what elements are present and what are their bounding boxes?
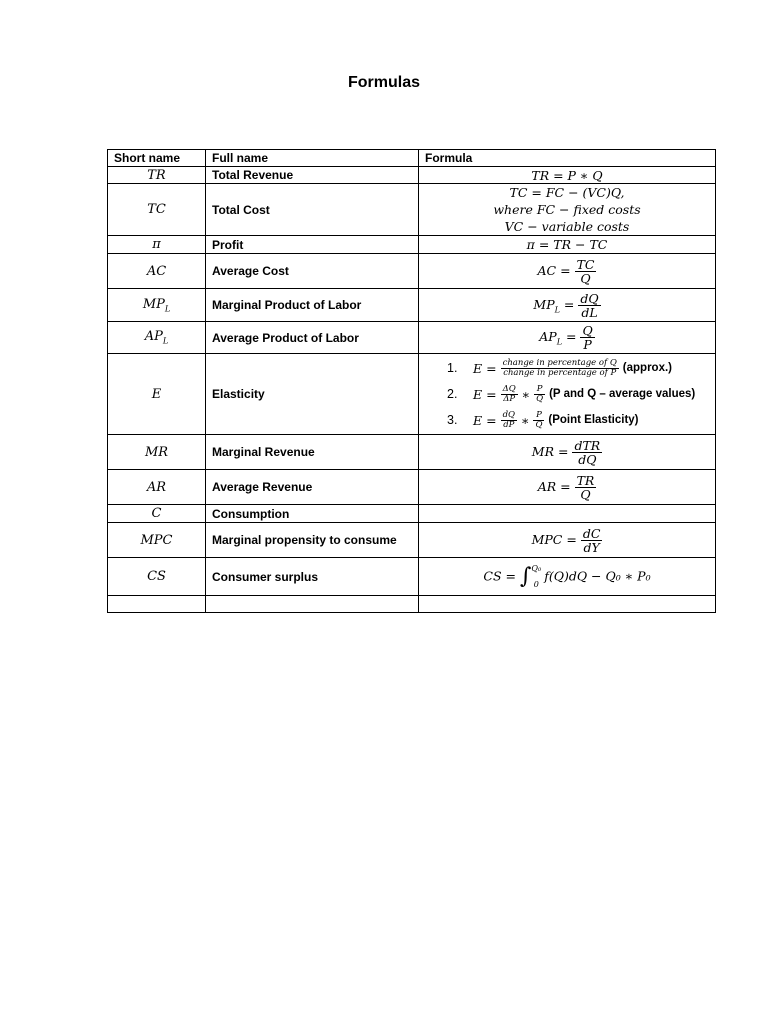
empty-cell bbox=[108, 596, 206, 613]
formula-line: VC − variable costs bbox=[504, 219, 630, 234]
formula-lhs: MP bbox=[533, 296, 555, 312]
page-title: Formulas bbox=[347, 74, 420, 91]
formula: π = TR − TC bbox=[419, 236, 716, 254]
full-name: Consumption bbox=[206, 505, 419, 523]
formula: $AP_L$ = $\frac{Q}{P}$ bbox=[419, 322, 716, 354]
short-name: CS bbox=[108, 558, 206, 596]
fraction bbox=[501, 359, 619, 378]
fraction bbox=[501, 411, 517, 430]
formula bbox=[419, 558, 716, 596]
full-name: Average Cost bbox=[206, 254, 419, 289]
denominator: Q bbox=[536, 393, 544, 404]
formula-note: (approx.) bbox=[622, 362, 672, 374]
formula-lhs-sub: L bbox=[556, 337, 563, 347]
item-number: 3. bbox=[447, 413, 458, 427]
item-number: 2. bbox=[447, 387, 458, 401]
numerator: Q bbox=[582, 323, 593, 338]
fraction bbox=[533, 411, 544, 430]
short-name bbox=[108, 289, 206, 322]
numerator: P bbox=[533, 411, 544, 421]
denominator: Q bbox=[580, 486, 591, 502]
integral-sign: ∫ bbox=[519, 564, 532, 589]
short-name-base: MP bbox=[142, 296, 165, 312]
numerator: dQ bbox=[580, 290, 599, 306]
fraction bbox=[534, 385, 545, 404]
formula-note: (P and Q – average values) bbox=[549, 388, 696, 400]
short-name: E bbox=[108, 354, 206, 435]
numerator: P bbox=[534, 385, 545, 395]
fraction bbox=[580, 324, 594, 351]
denominator: change in percentage of P bbox=[503, 367, 617, 378]
short-name: TR bbox=[108, 167, 206, 184]
table-row bbox=[108, 322, 716, 354]
header-short-name: Short name bbox=[108, 150, 206, 167]
table-row bbox=[108, 354, 716, 435]
formula bbox=[419, 505, 716, 523]
item-number: 1. bbox=[447, 361, 458, 375]
full-name: Marginal Product of Labor bbox=[206, 289, 419, 322]
formula-lhs: AP bbox=[539, 329, 557, 344]
table-row bbox=[108, 435, 716, 470]
full-name: Marginal propensity to consume bbox=[206, 523, 419, 558]
fraction bbox=[581, 527, 603, 554]
formula-lhs: MR = bbox=[531, 443, 569, 459]
short-name-base: AP bbox=[144, 329, 163, 345]
formulas-table bbox=[107, 149, 716, 613]
list-item bbox=[425, 407, 709, 433]
denominator: Q bbox=[580, 270, 591, 286]
numerator: TR bbox=[576, 472, 595, 488]
table-row bbox=[108, 558, 716, 596]
integral-upper: Q₀ bbox=[531, 563, 542, 573]
full-name: Marginal Revenue bbox=[206, 435, 419, 470]
numerator: dC bbox=[582, 525, 601, 541]
numerator: dTR bbox=[574, 437, 601, 453]
short-name-sub: L bbox=[162, 336, 169, 346]
operator: ∗ bbox=[521, 386, 531, 402]
table-row bbox=[108, 289, 716, 322]
fraction bbox=[501, 385, 518, 404]
full-name: Consumer surplus bbox=[206, 558, 419, 596]
elasticity-list bbox=[425, 355, 709, 433]
short-name: AR bbox=[108, 470, 206, 505]
list-item bbox=[425, 355, 709, 381]
short-name bbox=[108, 322, 206, 354]
list-item bbox=[425, 381, 709, 407]
full-name: Profit bbox=[206, 236, 419, 254]
full-name: Average Product of Labor bbox=[206, 322, 419, 354]
table-row bbox=[108, 505, 716, 523]
numerator: TC bbox=[576, 256, 595, 272]
table-row bbox=[108, 184, 716, 236]
short-name: π bbox=[108, 236, 206, 254]
formula-lhs: E = bbox=[473, 386, 497, 402]
full-name: Total Cost bbox=[206, 184, 419, 236]
formula-lhs: MPC = bbox=[531, 531, 577, 547]
header-full-name: Full name bbox=[206, 150, 419, 167]
fraction bbox=[578, 292, 600, 319]
formula-lhs: AC = bbox=[537, 262, 571, 278]
full-name: Total Revenue bbox=[206, 167, 419, 184]
short-name: MPC bbox=[108, 523, 206, 558]
formula-note: (Point Elasticity) bbox=[548, 414, 639, 426]
fraction bbox=[572, 439, 602, 466]
empty-cell bbox=[419, 596, 716, 613]
formula-lhs: CS = bbox=[483, 568, 516, 583]
formula-lhs: E = bbox=[473, 360, 497, 376]
formula-lhs: AR = bbox=[537, 478, 571, 494]
integral-lower: 0 bbox=[533, 579, 539, 589]
full-name: Elasticity bbox=[206, 354, 419, 435]
denominator: Q bbox=[535, 419, 543, 430]
operator: ∗ bbox=[520, 412, 530, 428]
formula-line: where FC − fixed costs bbox=[493, 202, 641, 217]
formula-lhs: E = bbox=[473, 412, 497, 428]
fraction bbox=[575, 258, 597, 285]
table-row bbox=[108, 254, 716, 289]
formula bbox=[419, 470, 716, 505]
numerator: change in percentage of Q bbox=[502, 357, 617, 368]
denominator: dL bbox=[581, 304, 598, 320]
table-row bbox=[108, 236, 716, 254]
empty-cell bbox=[206, 596, 419, 613]
formula bbox=[419, 184, 716, 236]
short-name-sub: L bbox=[164, 304, 171, 314]
denominator: dQ bbox=[578, 451, 597, 467]
short-name: MR bbox=[108, 435, 206, 470]
formula: $MP_L$ = $\frac{dQ}{dL}$ bbox=[419, 289, 716, 322]
short-name: TC bbox=[108, 184, 206, 236]
formula bbox=[419, 254, 716, 289]
formula bbox=[419, 354, 716, 435]
header-formula: Formula bbox=[419, 150, 716, 167]
formula-line: TC = FC − (VC)Q, bbox=[509, 185, 625, 200]
denominator: P bbox=[583, 337, 592, 352]
short-name: C bbox=[108, 505, 206, 523]
formula bbox=[419, 523, 716, 558]
short-name: AC bbox=[108, 254, 206, 289]
table-row bbox=[108, 167, 716, 184]
formula: TR = P ∗ Q bbox=[419, 167, 716, 184]
formula-lhs-sub: L bbox=[554, 305, 560, 314]
numerator: dQ bbox=[502, 409, 515, 420]
formula bbox=[419, 435, 716, 470]
table-row bbox=[108, 523, 716, 558]
denominator: dP bbox=[503, 419, 515, 430]
table-row-empty bbox=[108, 596, 716, 613]
full-name: Average Revenue bbox=[206, 470, 419, 505]
formula-rhs: f(Q)dQ − Q₀ ∗ P₀ bbox=[544, 568, 651, 583]
denominator: dY bbox=[583, 539, 600, 555]
numerator: ΔQ bbox=[502, 383, 516, 394]
fraction bbox=[575, 474, 597, 501]
table-row bbox=[108, 470, 716, 505]
denominator: ΔP bbox=[503, 393, 516, 404]
integral-limits bbox=[531, 561, 541, 593]
table-header-row bbox=[108, 150, 716, 167]
